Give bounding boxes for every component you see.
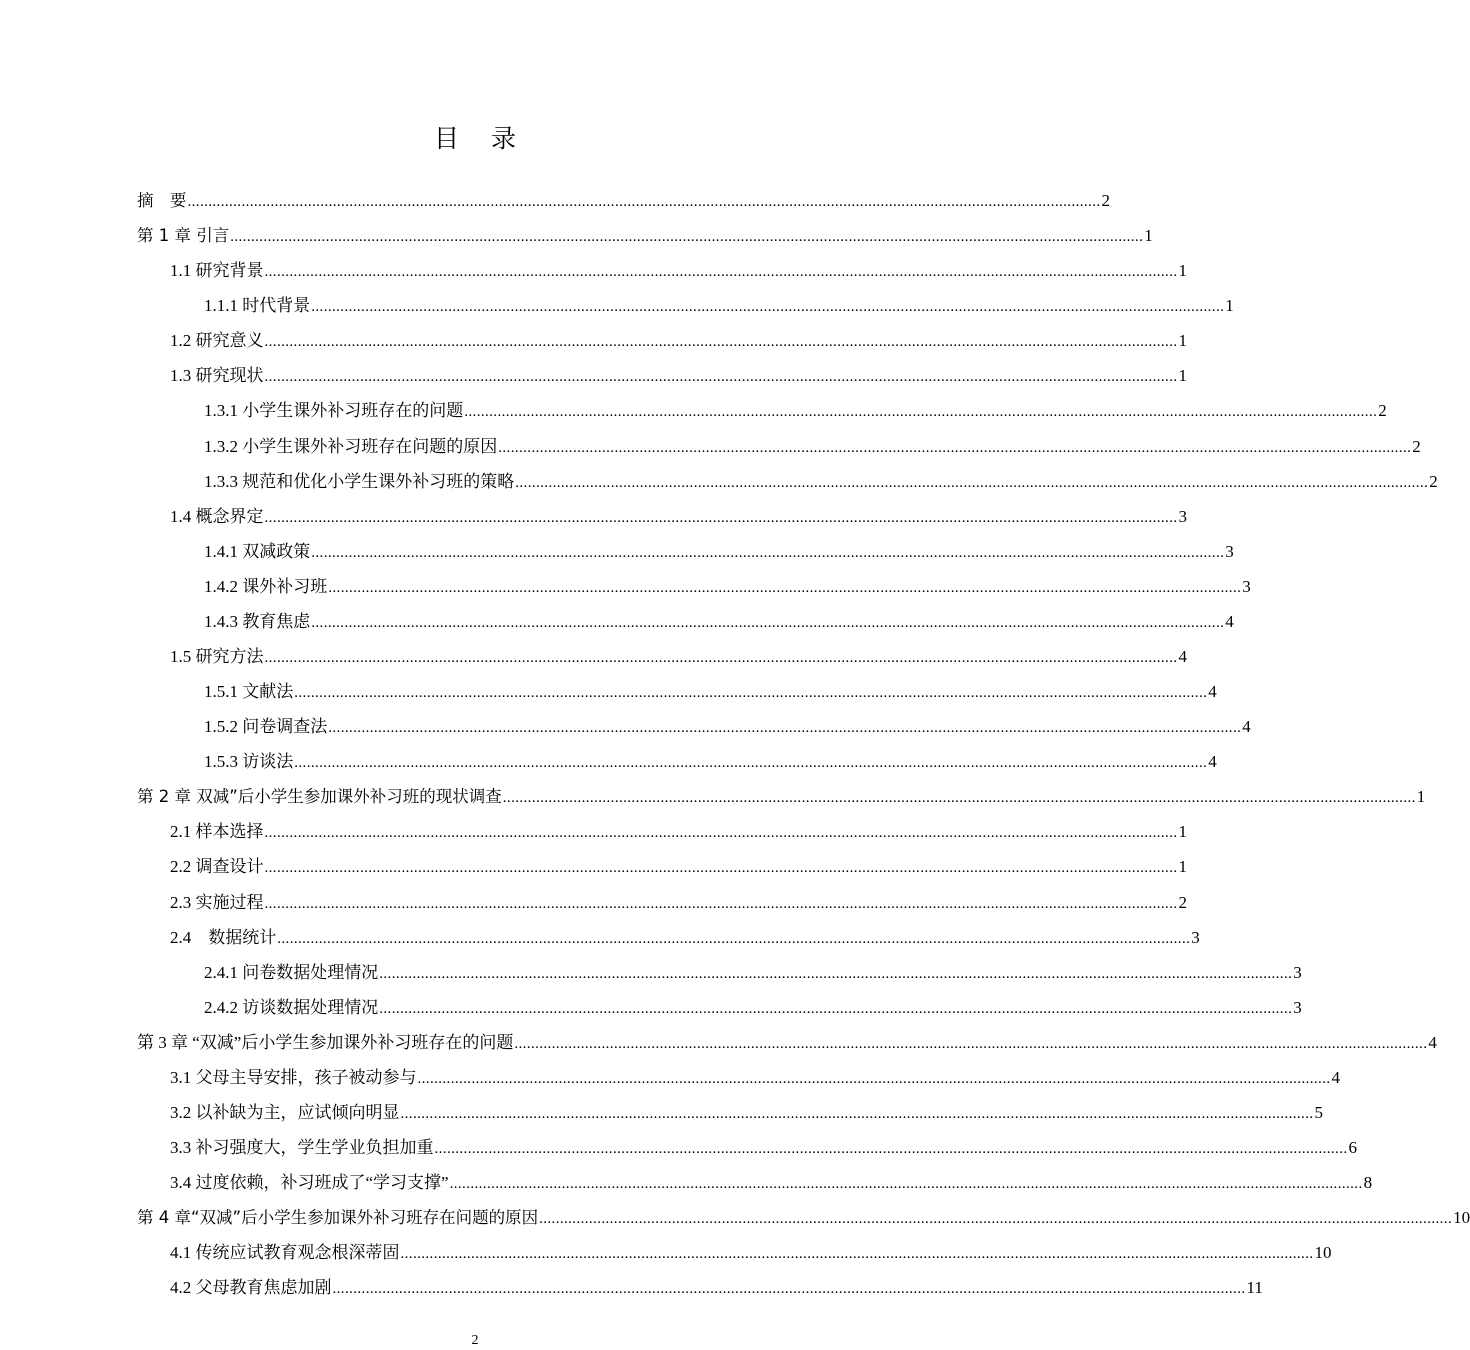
toc-entry[interactable] — [137, 429, 1421, 464]
toc-entry[interactable] — [137, 990, 1302, 1025]
toc-dot-leader: ............................................................................................................................................................................................................................ — [264, 650, 1178, 667]
toc-entry[interactable] — [137, 920, 1200, 955]
toc-entry-label: 3.2 以补缺为主，应试倾向明显 — [170, 1103, 400, 1123]
toc-dot-leader: ............................................................................................................................................................................................................................ — [449, 1176, 1363, 1193]
toc-dot-leader: ............................................................................................................................................................................................................................ — [417, 1070, 1331, 1087]
toc-entry-page: 3 — [1293, 962, 1302, 982]
toc-entry[interactable] — [137, 1165, 1373, 1200]
toc-dot-leader: ............................................................................................................................................................................................................................ — [328, 579, 1242, 596]
toc-entry[interactable] — [137, 674, 1217, 709]
toc-entry-label: 摘 要 — [137, 191, 187, 210]
toc-entry[interactable] — [137, 358, 1187, 393]
toc-entry-page: 10 — [1453, 1208, 1470, 1228]
toc-entry-label: 1.2 研究意义 — [170, 331, 264, 351]
toc-entry-label: 4.2 父母教育焦虑加剧 — [170, 1278, 332, 1298]
toc-entry-page: 1 — [1178, 366, 1187, 386]
toc-dot-leader: ............................................................................................................................................................................................................................ — [264, 369, 1178, 386]
toc-entry-label: 1.5.3 访谈法 — [204, 752, 294, 772]
toc-entry-page: 4 — [1428, 1032, 1437, 1052]
toc-entry-label: 第 1 章 引言 — [137, 226, 230, 246]
toc-entry-page: 1 — [1178, 331, 1187, 351]
toc-entry-label: 1.3.1 小学生课外补习班存在的问题 — [204, 401, 464, 421]
toc-entry-label: 3.4 过度依赖，补习班成了“学习支撑” — [170, 1173, 449, 1193]
toc-dot-leader: ............................................................................................................................................................................................................................ — [328, 720, 1242, 737]
toc-entry[interactable] — [137, 1200, 1470, 1235]
toc-entry[interactable] — [137, 499, 1187, 534]
toc-dot-leader: ............................................................................................................................................................................................................................ — [434, 1141, 1348, 1158]
table-of-contents — [137, 183, 1470, 1306]
toc-entry-label: 2.4.1 问卷数据处理情况 — [204, 962, 379, 982]
toc-dot-leader: ............................................................................................................................................................................................................................ — [379, 1000, 1293, 1017]
toc-entry-page: 1 — [1416, 787, 1426, 807]
toc-entry[interactable] — [137, 1060, 1340, 1095]
toc-dot-leader: ............................................................................................................................................................................................................................ — [264, 264, 1178, 281]
toc-entry-page: 1 — [1225, 296, 1234, 316]
toc-dot-leader: ............................................................................................................................................................................................................................ — [264, 895, 1178, 912]
toc-entry-label: 1.4.2 课外补习班 — [204, 576, 328, 596]
toc-entry-label: 第 4 章“双减”后小学生参加课外补习班存在问题的原因 — [137, 1208, 539, 1228]
toc-entry-label: 2.4.2 访谈数据处理情况 — [204, 997, 379, 1017]
toc-entry-page: 10 — [1314, 1243, 1332, 1263]
toc-entry-label: 4.1 传统应试教育观念根深蒂固 — [170, 1243, 400, 1263]
toc-entry-label: 2.1 样本选择 — [170, 822, 264, 842]
toc-entry-label: 1.3.3 规范和优化小学生课外补习班的策略 — [204, 471, 515, 491]
toc-entry[interactable] — [137, 253, 1187, 288]
toc-entry-page: 4 — [1331, 1067, 1340, 1087]
toc-dot-leader: ............................................................................................................................................................................................................................ — [294, 685, 1208, 702]
toc-entry[interactable] — [137, 639, 1187, 674]
toc-dot-leader: ............................................................................................................................................................................................................................ — [400, 1246, 1314, 1263]
toc-entry-label: 3.1 父母主导安排，孩子被动参与 — [170, 1067, 417, 1087]
toc-entry-label: 第 3 章 “双减”后小学生参加课外补习班存在的问题 — [137, 1032, 514, 1052]
toc-entry-page: 3 — [1191, 927, 1200, 947]
toc-dot-leader: ............................................................................................................................................................................................................................ — [264, 334, 1178, 351]
page-number: 2 — [471, 1333, 479, 1348]
toc-dot-leader: ............................................................................................................................................................................................................................ — [311, 544, 1225, 561]
toc-entry[interactable] — [137, 183, 1110, 218]
toc-dot-leader: ............................................................................................................................................................................................................................ — [294, 755, 1208, 772]
toc-entry-page: 3 — [1225, 541, 1234, 561]
toc-dot-leader: ............................................................................................................................................................................................................................ — [502, 790, 1416, 807]
toc-entry-label: 1.3.2 小学生课外补习班存在问题的原因 — [204, 436, 498, 456]
toc-dot-leader: ............................................................................................................................................................................................................................ — [498, 439, 1412, 456]
toc-entry-page: 4 — [1242, 717, 1251, 737]
toc-entry[interactable] — [137, 534, 1234, 569]
toc-entry[interactable] — [137, 1130, 1357, 1165]
toc-dot-leader: ............................................................................................................................................................................................................................ — [311, 299, 1225, 316]
toc-entry-page: 3 — [1293, 997, 1302, 1017]
toc-dot-leader: ............................................................................................................................................................................................................................ — [464, 404, 1378, 421]
toc-entry-page: 6 — [1348, 1138, 1357, 1158]
toc-entry[interactable] — [137, 393, 1387, 428]
toc-dot-leader: ............................................................................................................................................................................................................................ — [514, 1035, 1428, 1052]
toc-dot-leader: ............................................................................................................................................................................................................................ — [539, 1211, 1453, 1228]
toc-entry-label: 1.5.1 文献法 — [204, 682, 294, 702]
toc-dot-leader: ............................................................................................................................................................................................................................ — [332, 1281, 1246, 1298]
toc-entry[interactable] — [137, 1270, 1263, 1305]
toc-entry-page: 1 — [1178, 857, 1187, 877]
toc-entry-page: 2 — [1101, 191, 1110, 210]
toc-entry-label: 1.1.1 时代背景 — [204, 296, 311, 316]
toc-entry-label: 1.4.1 双减政策 — [204, 541, 311, 561]
toc-entry[interactable] — [137, 814, 1187, 849]
toc-entry[interactable] — [137, 464, 1438, 499]
toc-entry-page: 2 — [1378, 401, 1387, 421]
toc-entry-page: 5 — [1314, 1103, 1323, 1123]
toc-entry-page: 2 — [1412, 436, 1421, 456]
toc-entry-label: 1.4.3 教育焦虑 — [204, 611, 311, 631]
toc-entry[interactable] — [137, 709, 1251, 744]
toc-entry-label: 2.3 实施过程 — [170, 892, 264, 912]
toc-dot-leader: ............................................................................................................................................................................................................................ — [264, 860, 1178, 877]
toc-entry-page: 4 — [1225, 611, 1234, 631]
toc-entry-page: 1 — [1178, 822, 1187, 842]
toc-entry-label: 2.2 调查设计 — [170, 857, 264, 877]
toc-dot-leader: ............................................................................................................................................................................................................................ — [379, 965, 1293, 982]
toc-entry-label: 3.3 补习强度大，学生学业负担加重 — [170, 1138, 434, 1158]
toc-dot-leader: ............................................................................................................................................................................................................................ — [515, 474, 1429, 491]
toc-dot-leader: ............................................................................................................................................................................................................................ — [187, 194, 1101, 210]
toc-dot-leader: ............................................................................................................................................................................................................................ — [230, 229, 1144, 246]
toc-entry-page: 3 — [1178, 506, 1187, 526]
toc-entry[interactable] — [137, 849, 1187, 884]
toc-entry[interactable] — [137, 604, 1234, 639]
toc-dot-leader: ............................................................................................................................................................................................................................ — [264, 509, 1178, 526]
toc-entry-label: 1.1 研究背景 — [170, 261, 264, 281]
toc-entry-label: 第 2 章 双减”后小学生参加课外补习班的现状调查 — [137, 787, 502, 807]
toc-title: 目 录 — [434, 124, 528, 153]
toc-dot-leader: ............................................................................................................................................................................................................................ — [264, 825, 1178, 842]
toc-entry[interactable] — [137, 1095, 1323, 1130]
toc-entry[interactable] — [137, 744, 1217, 779]
toc-entry-page: 4 — [1178, 647, 1187, 667]
toc-entry[interactable] — [137, 955, 1302, 990]
toc-entry[interactable] — [137, 288, 1234, 323]
toc-dot-leader: ............................................................................................................................................................................................................................ — [277, 930, 1191, 947]
toc-entry-label: 1.5 研究方法 — [170, 647, 264, 667]
toc-entry-label: 2.4 数据统计 — [170, 927, 277, 947]
toc-entry-label: 1.5.2 问卷调查法 — [204, 717, 328, 737]
toc-entry-page: 1 — [1178, 261, 1187, 281]
toc-entry-page: 8 — [1363, 1173, 1373, 1193]
toc-entry-label: 1.3 研究现状 — [170, 366, 264, 386]
toc-entry[interactable] — [137, 218, 1153, 253]
toc-entry-page: 2 — [1429, 471, 1438, 491]
toc-entry-page: 11 — [1246, 1278, 1263, 1298]
toc-entry-page: 2 — [1178, 892, 1187, 912]
toc-entry-page: 3 — [1242, 576, 1251, 596]
toc-entry-label: 1.4 概念界定 — [170, 506, 264, 526]
toc-entry-page: 1 — [1144, 226, 1153, 246]
toc-entry[interactable] — [137, 569, 1251, 604]
toc-entry[interactable] — [137, 323, 1187, 358]
toc-dot-leader: ............................................................................................................................................................................................................................ — [400, 1106, 1314, 1123]
toc-entry[interactable] — [137, 1235, 1332, 1270]
toc-entry[interactable] — [137, 1025, 1437, 1060]
toc-entry-page: 4 — [1208, 682, 1217, 702]
toc-entry[interactable] — [137, 779, 1426, 814]
toc-entry[interactable] — [137, 885, 1187, 920]
toc-dot-leader: ............................................................................................................................................................................................................................ — [311, 614, 1225, 631]
toc-entry-page: 4 — [1208, 752, 1217, 772]
